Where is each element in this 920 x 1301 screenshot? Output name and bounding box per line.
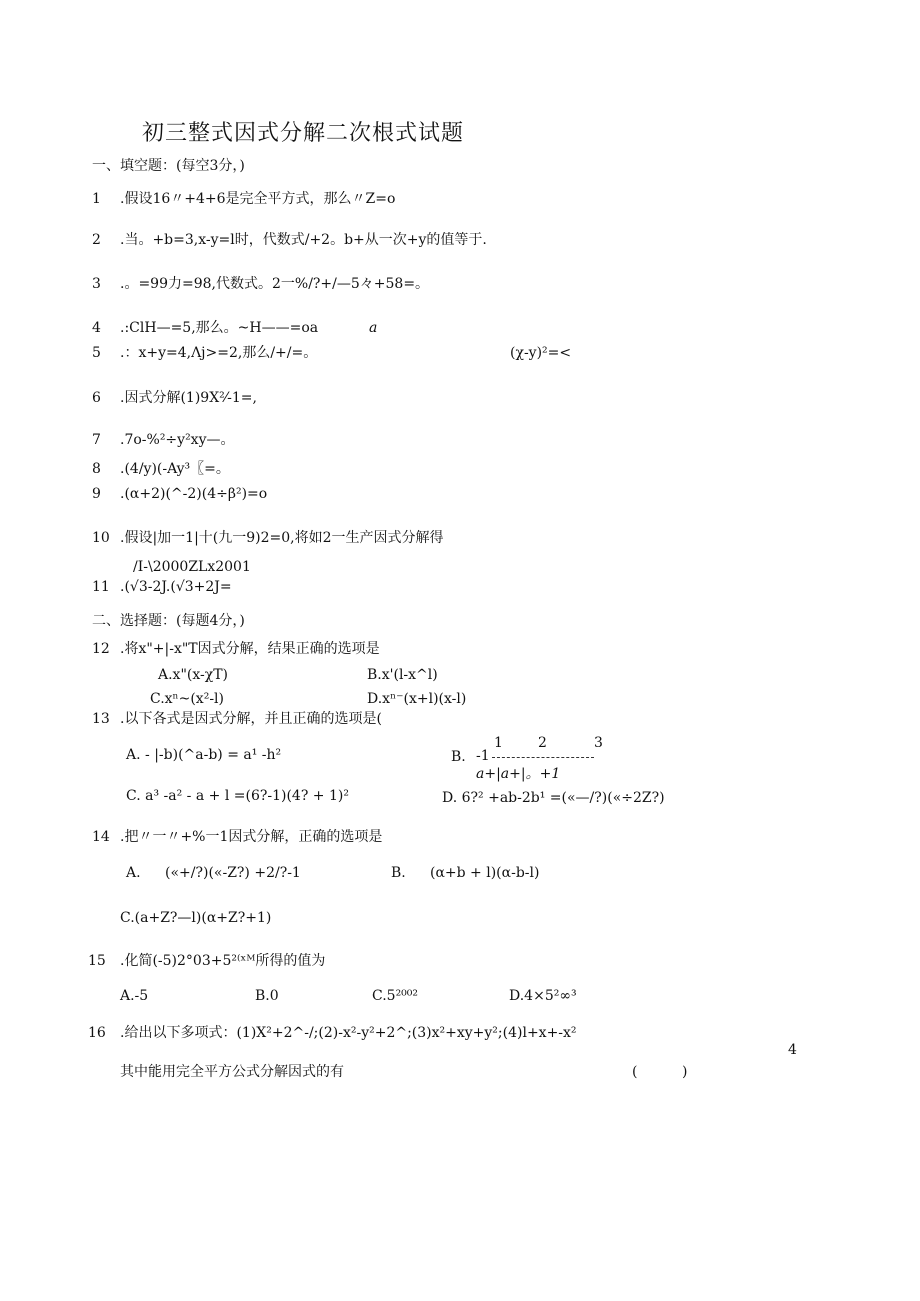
question-number: 16 (88, 1025, 106, 1041)
question-5 (92, 344, 317, 362)
q16-fraction-denominator: 4 (788, 1042, 797, 1058)
question-text: .把〃一〃+%一1因式分解，正确的选项是 (120, 829, 383, 845)
q12-option-a: A.x"(x-χT) (158, 667, 229, 683)
q15-option-c: C.5²⁰⁰² (372, 988, 419, 1004)
q13-b-lead: -1 (476, 748, 490, 764)
q13-b-numerator-2: 2 (538, 735, 547, 751)
question-number: 15 (88, 953, 106, 969)
question-number: 9 (92, 486, 101, 502)
q12-option-b: B.x'(l-x^l) (367, 667, 438, 683)
q13-b-numerator-3: 3 (594, 735, 603, 751)
question-4 (92, 319, 318, 337)
section-1-heading: 一、填空题：(每空3分，) (92, 158, 245, 174)
answer-blank: ( ) (632, 1064, 688, 1080)
question-number: 5 (92, 345, 101, 361)
question-1 (92, 190, 395, 208)
question-5-tail: (χ-y)²=< (510, 345, 572, 361)
question-15 (88, 952, 325, 970)
question-number: 11 (92, 579, 110, 595)
question-16 (88, 1024, 577, 1042)
q15-option-a: A.-5 (120, 988, 149, 1004)
question-2 (92, 231, 487, 249)
question-14 (92, 828, 382, 846)
question-3 (92, 275, 429, 293)
question-text: .假设16〃+4+6是完全平方式，那么〃Z=o (120, 191, 396, 207)
q12-option-d: D.xⁿ⁻(x+l)(x-l) (367, 691, 467, 707)
question-number: 14 (92, 829, 110, 845)
question-number: 12 (92, 641, 110, 657)
question-text: .化简(-5)2°03+5²⁽ˣᴹ所得的值为 (120, 953, 326, 969)
q15-option-d: D.4×5²∞³ (509, 988, 577, 1004)
q13-b-denominators: a+|a+|。+1 (476, 766, 561, 782)
question-number: 6 (92, 390, 101, 406)
q13-option-b-label: B. (451, 749, 466, 765)
question-number: 8 (92, 461, 101, 477)
question-text: .。=99力=98,代数式。2一%/?+/—5々+58=。 (120, 276, 430, 292)
question-text: .以下各式是因式分解，并且正确的选项是( (120, 711, 382, 727)
question-number: 10 (92, 530, 110, 546)
q12-option-c: C.xⁿ~(x²-l) (150, 691, 224, 707)
q13-b-numerator-1: 1 (494, 735, 503, 751)
question-text: .将x"+|-x"T因式分解，结果正确的选项是 (120, 641, 380, 657)
q16-prompt: 其中能用完全平方公式分解因式的有 (120, 1064, 344, 1080)
question-12 (92, 640, 380, 658)
question-text: .(√3-2J.(√3+2J= (120, 579, 232, 595)
question-text: .(4/y)(-Ay³〖=。 (120, 461, 230, 477)
question-number: 7 (92, 432, 101, 448)
question-text: .当。+b=3,x-y=l时，代数式/+2。b+从一次+y的值等于. (120, 232, 487, 248)
question-text: .给出以下多项式：(1)X²+2^-/;(2)-x²-y²+2^;(3)x²+xy+y²;(4)l+x+-x² (120, 1025, 577, 1041)
question-10-continuation: /I-\2000ZLx2001 (133, 559, 251, 575)
question-number: 4 (92, 320, 101, 336)
q14-option-b-label: B. (391, 865, 406, 881)
q14-option-b: (α+b + l)(α-b-l) (430, 865, 540, 881)
question-text: .因式分解(1)9X²⁄-1=, (120, 390, 257, 406)
q13-b-fraction-bar (492, 757, 594, 758)
page-title: 初三整式因式分解二次根式试题 (142, 121, 465, 146)
question-text: .假设|加一1|十(九一9)2=0,将如2一生产因式分解得 (120, 530, 444, 546)
question-4-tail: a (369, 320, 378, 336)
q14-option-a-label: A. (126, 865, 141, 881)
question-9 (92, 485, 267, 503)
section-2-heading: 二、选择题：(每题4分，) (92, 613, 245, 629)
question-number: 1 (92, 191, 101, 207)
q14-option-a: («+/?)(«-Z?) +2/?-1 (165, 865, 301, 881)
question-11 (92, 578, 232, 596)
question-text: .(α+2)(^-2)(4÷β²)=o (120, 486, 268, 502)
question-13 (92, 710, 382, 728)
question-10 (92, 529, 444, 547)
question-number: 3 (92, 276, 101, 292)
question-6 (92, 389, 257, 407)
question-text: .：x+y=4,Λj>=2,那么/+/=。 (120, 345, 318, 361)
q14-option-c: C.(a+Z?—l)(α+Z?+1) (120, 910, 272, 926)
question-8 (92, 460, 230, 478)
question-number: 13 (92, 711, 110, 727)
question-number: 2 (92, 232, 101, 248)
question-text: .7o-%²÷y²xy—。 (120, 432, 235, 448)
q13-option-a: A. - |-b)(^a-b) = a¹ -h² (126, 747, 282, 763)
q15-option-b: B.0 (255, 988, 279, 1004)
q13-option-d: D. 6?² +ab-2b¹ =(«—/?)(«÷2Z?) (442, 790, 665, 806)
q13-option-c: C. a³ -a² - a + l =(6?-1)(4? + 1)² (126, 788, 349, 804)
question-7 (92, 431, 235, 449)
question-text: .:ClH—=5,那么。~H——=oa (120, 320, 319, 336)
